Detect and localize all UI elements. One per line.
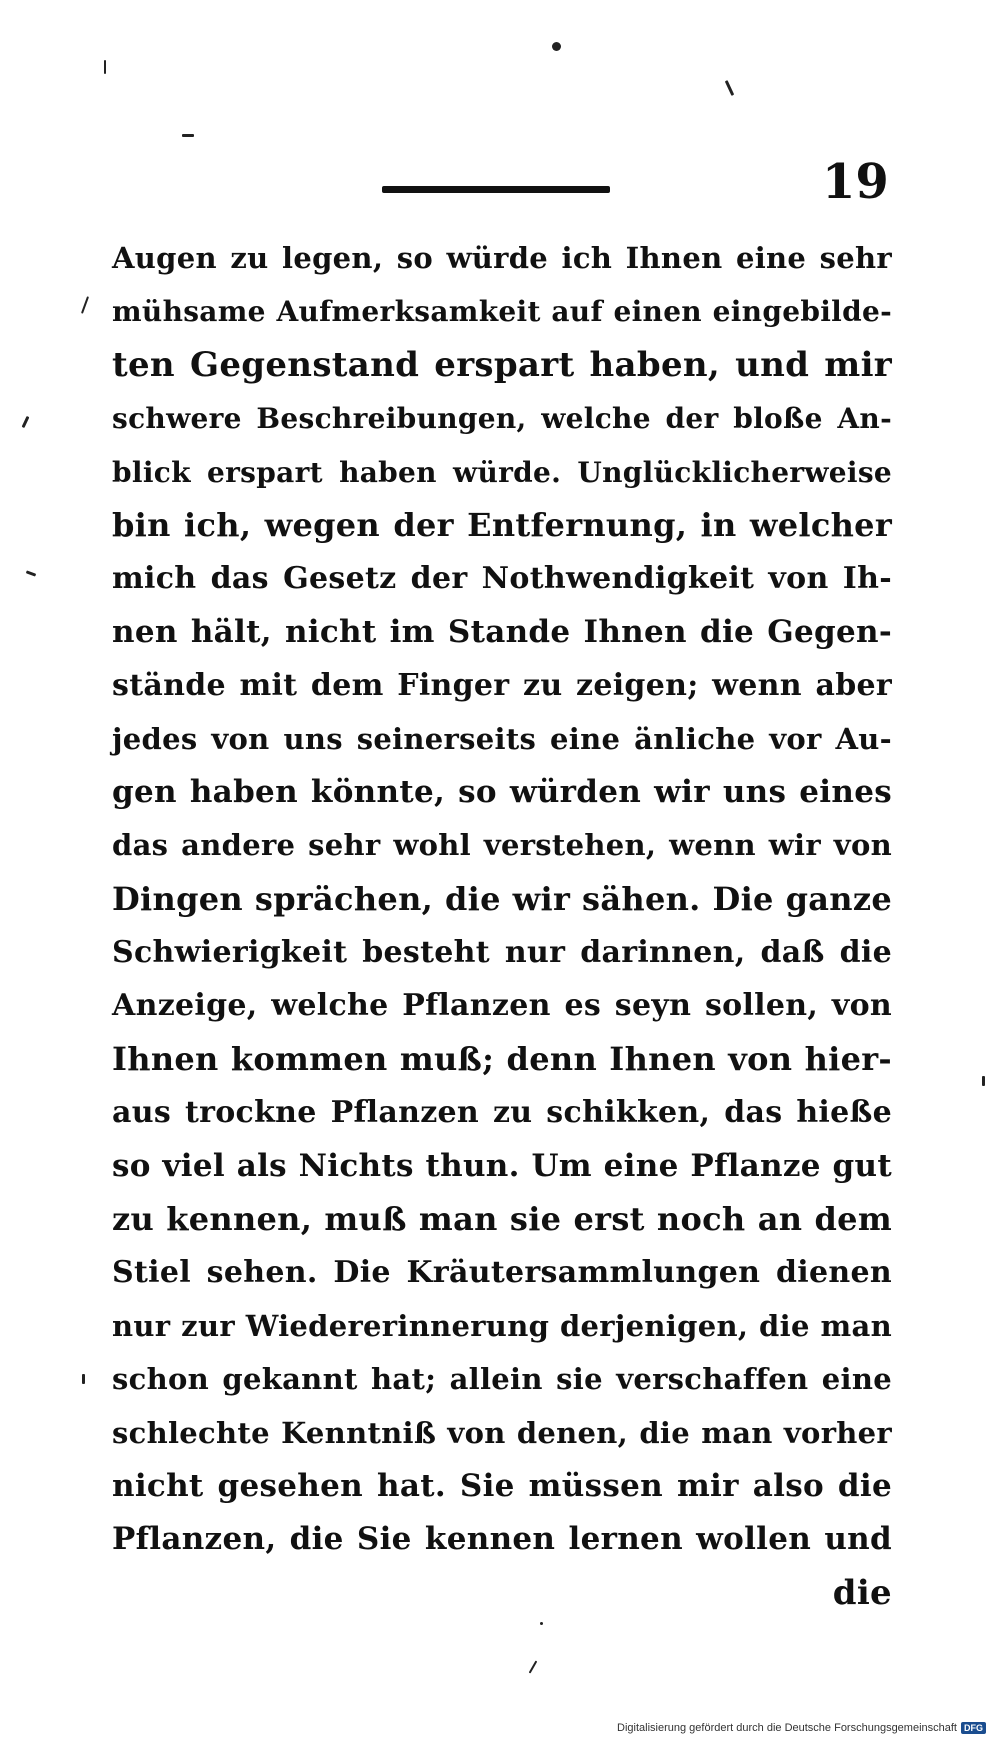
text-line: Stiel sehen. Die Kräutersammlungen dienen bbox=[112, 1255, 892, 1291]
scan-speck bbox=[82, 1374, 85, 1384]
text-line: schon gekannt hat; allein sie verschaffen eine bbox=[112, 1362, 892, 1397]
text-line: Augen zu legen, so würde ich Ihnen eine sehr bbox=[112, 241, 892, 275]
text-line: blick erspart haben würde. Unglücklicherweise bbox=[112, 455, 892, 489]
text-line: mühsame Aufmerksamkeit auf einen eingebilde- bbox=[112, 295, 892, 329]
scan-speck bbox=[22, 416, 30, 428]
page-number: 19 bbox=[822, 154, 889, 210]
scan-speck bbox=[529, 1660, 538, 1673]
text-line: Schwierigkeit besteht nur darinnen, daß die bbox=[112, 935, 892, 971]
text-line: jedes von uns seinerseits eine änliche vor Au- bbox=[112, 721, 892, 756]
text-line: zu kennen, muß man sie erst noch an dem bbox=[112, 1200, 892, 1239]
scan-speck bbox=[104, 60, 106, 74]
text-line: bin ich, wegen der Entfernung, in welcher bbox=[112, 505, 892, 544]
catchword: die bbox=[832, 1572, 892, 1613]
text-line: Anzeige, welche Pflanzen es seyn sollen, von bbox=[112, 988, 892, 1024]
text-line: nur zur Wiedererinnerung derjenigen, die man bbox=[112, 1308, 892, 1343]
scan-speck bbox=[26, 570, 36, 576]
scan-speck bbox=[182, 134, 194, 137]
text-line: schlechte Kenntniß von denen, die man vorher bbox=[112, 1415, 892, 1450]
text-line: schwere Beschreibungen, welche der bloße An- bbox=[112, 402, 892, 436]
text-line: gen haben könnte, so würden wir uns eines bbox=[112, 773, 892, 810]
text-line: stände mit dem Finger zu zeigen; wenn aber bbox=[112, 668, 892, 704]
digitization-credit bbox=[617, 1722, 986, 1734]
text-line: so viel als Nichts thun. Um eine Pflanze gut bbox=[112, 1147, 892, 1184]
scan-speck bbox=[552, 42, 561, 51]
text-line: aus trockne Pflanzen zu schikken, das hieße bbox=[112, 1095, 892, 1131]
text-line: das andere sehr wohl verstehen, wenn wir von bbox=[112, 828, 892, 863]
header-rule bbox=[382, 186, 610, 193]
scan-speck bbox=[540, 1622, 543, 1625]
text-line: nicht gesehen hat. Sie müssen mir also die bbox=[112, 1467, 892, 1504]
text-line: Ihnen kommen muß; denn Ihnen von hier- bbox=[112, 1039, 892, 1078]
credit-text: Digitalisierung gefördert durch die Deutsche Forschungsgemeinschaft bbox=[617, 1722, 957, 1734]
text-line: mich das Gesetz der Nothwendigkeit von Ih- bbox=[112, 561, 892, 597]
text-line: nen hält, nicht im Stande Ihnen die Gegen- bbox=[112, 613, 892, 650]
text-line: ten Gegenstand erspart haben, und mir bbox=[112, 344, 892, 385]
scan-speck bbox=[982, 1076, 985, 1086]
scan-speck bbox=[725, 80, 734, 96]
text-line: Dingen sprächen, die wir sähen. Die ganze bbox=[112, 879, 892, 918]
text-line: Pflanzen, die Sie kennen lernen wollen und bbox=[112, 1521, 892, 1558]
scan-speck bbox=[81, 296, 89, 314]
body-text bbox=[112, 232, 892, 1620]
dfg-logo-icon: DFG bbox=[961, 1722, 986, 1734]
